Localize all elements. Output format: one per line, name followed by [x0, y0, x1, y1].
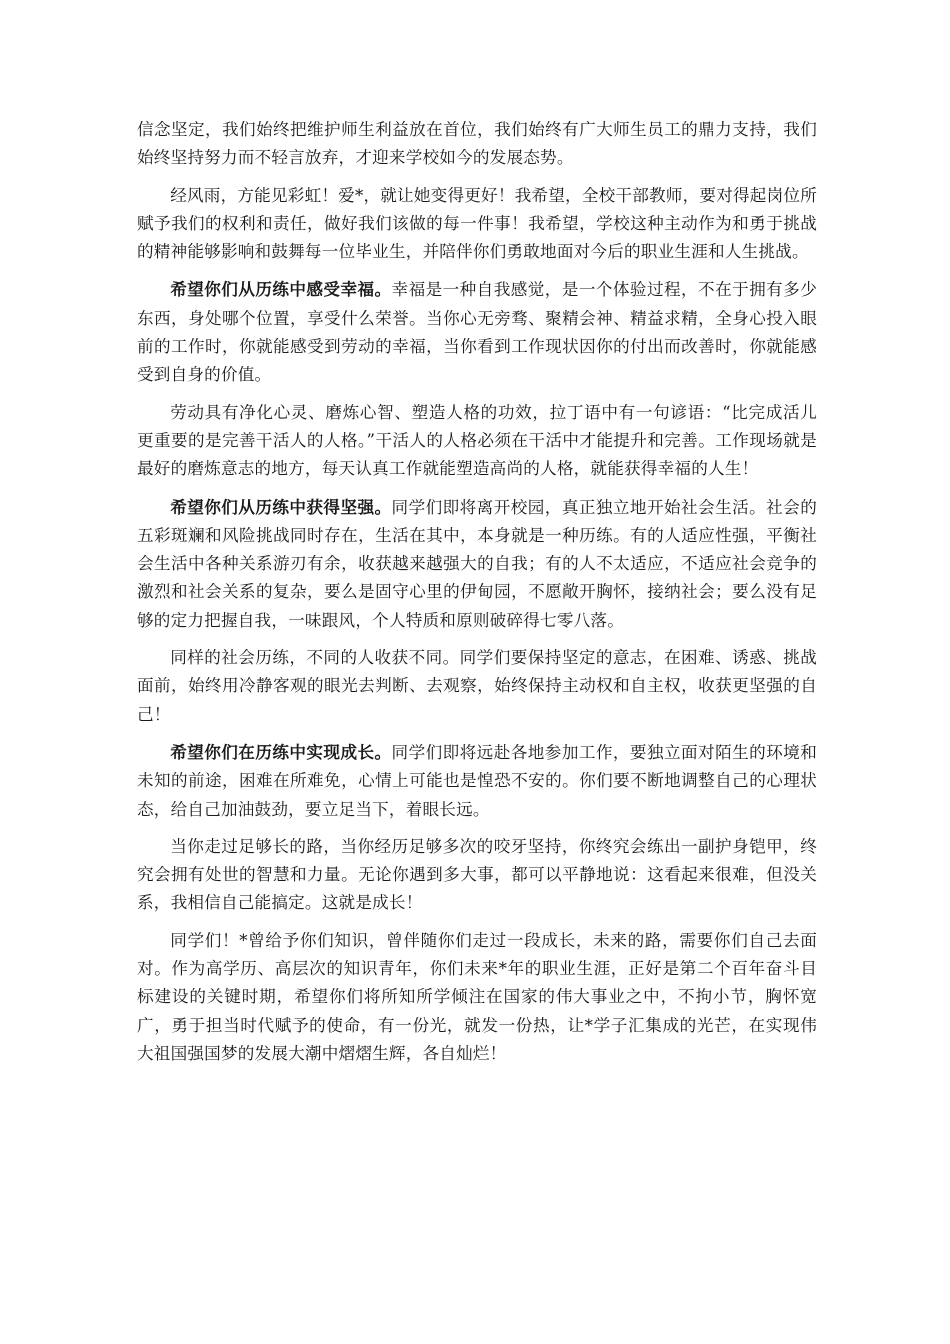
paragraph-lead-heading: 希望你们从历练中感受幸福。 — [170, 279, 392, 300]
paragraph-5 — [137, 493, 817, 635]
paragraph-3 — [137, 275, 817, 389]
paragraph-text: 经风雨，方能见彩虹！爱*，就让她变得更好！我希望，全校干部教师，要对得起岗位所赋予我们的权利和责任，做好我们该做的每一件事！我希望，学校这种主动作为和勇于挑战的精神能够影响和鼓舞每一位毕业生，并陪伴你们勇敢地面对今后的职业生涯和人生挑战。 — [137, 185, 817, 262]
paragraph-4 — [137, 399, 817, 484]
paragraph-text: 同学们！*曾给予你们知识，曾伴随你们走过一段成长，未来的路，需要你们自己去面对。作为高学历、高层次的知识青年，你们未来*年的职业生涯，正好是第二个百年奋斗目标建设的关键时期，希望你们将所知所学倾注在国家的伟大事业之中，不拘小节，胸怀宽广，勇于担当时代赋予的使命，有一份光，就发一份热，让*学子汇集成的光芒，在实现伟大祖国强国梦的发展大潮中熠熠生辉，各自灿烂！ — [137, 930, 817, 1063]
paragraph-lead-heading: 希望你们在历练中实现成长。 — [170, 741, 392, 762]
paragraph-8 — [137, 833, 817, 918]
paragraph-text: 同学们即将远赴各地参加工作，要独立面对陌生的环境和未知的前途，困难在所难免，心情上可能也是惶恐不安的。你们要不断地调整自己的心理状态，给自己加油鼓劲，要立足当下，着眼长远。 — [137, 742, 817, 819]
paragraph-1 — [137, 116, 817, 173]
paragraph-text: 信念坚定，我们始终把维护师生利益放在首位，我们始终有广大师生员工的鼎力支持，我们始终坚持努力而不轻言放弃，才迎来学校如今的发展态势。 — [137, 120, 817, 168]
paragraph-9 — [137, 927, 817, 1068]
paragraph-text: 同学们即将离开校园，真正独立地开始社会生活。社会的五彩斑斓和风险挑战同时存在，生活在其中，本身就是一种历练。有的人适应性强，平衡社会生活中各种关系游刃有余，收获越来越强大的自我；有的人不太适应，不适应社会竞争的激烈和社会关系的复杂，要么是固守心里的伊甸园，不愿敞开胸怀，接纳社会；要么没有足够的定力把握自我，一味跟风，个人特质和原则破碎得七零八落。 — [137, 497, 817, 630]
paragraph-text: 幸福是一种自我感觉，是一个体验过程，不在于拥有多少东西，身处哪个位置，享受什么荣誉。当你心无旁骛、聚精会神、精益求精，全身心投入眼前的工作时，你就能感受到劳动的幸福，当你看到工作现状因你的付出而改善时，你就能感受到自身的价值。 — [137, 280, 817, 385]
document-page — [137, 116, 817, 1077]
paragraph-text: 当你走过足够长的路，当你经历足够多次的咬牙坚持，你终究会练出一副护身铠甲，终究会拥有处世的智慧和力量。无论你遇到多大事，都可以平静地说：这看起来很难，但没关系，我相信自己能搞定。这就是成长！ — [137, 836, 817, 913]
paragraph-text: 劳动具有净化心灵、磨炼心智、塑造人格的功效，拉丁语中有一句谚语：“比完成活儿更重要的是完善干活人的人格。”干活人的人格必须在干活中才能提升和完善。工作现场就是最好的磨炼意志的地方，每天认真工作就能塑造高尚的人格，就能获得幸福的人生！ — [137, 402, 817, 479]
paragraph-6 — [137, 644, 817, 729]
paragraph-7 — [137, 738, 817, 824]
paragraph-text: 同样的社会历练，不同的人收获不同。同学们要保持坚定的意志，在困难、诱惑、挑战面前，始终用冷静客观的眼光去判断、去观察，始终保持主动权和自主权，收获更坚强的自己！ — [137, 648, 817, 724]
paragraph-lead-heading: 希望你们从历练中获得坚强。 — [170, 496, 392, 517]
paragraph-2 — [137, 182, 817, 267]
